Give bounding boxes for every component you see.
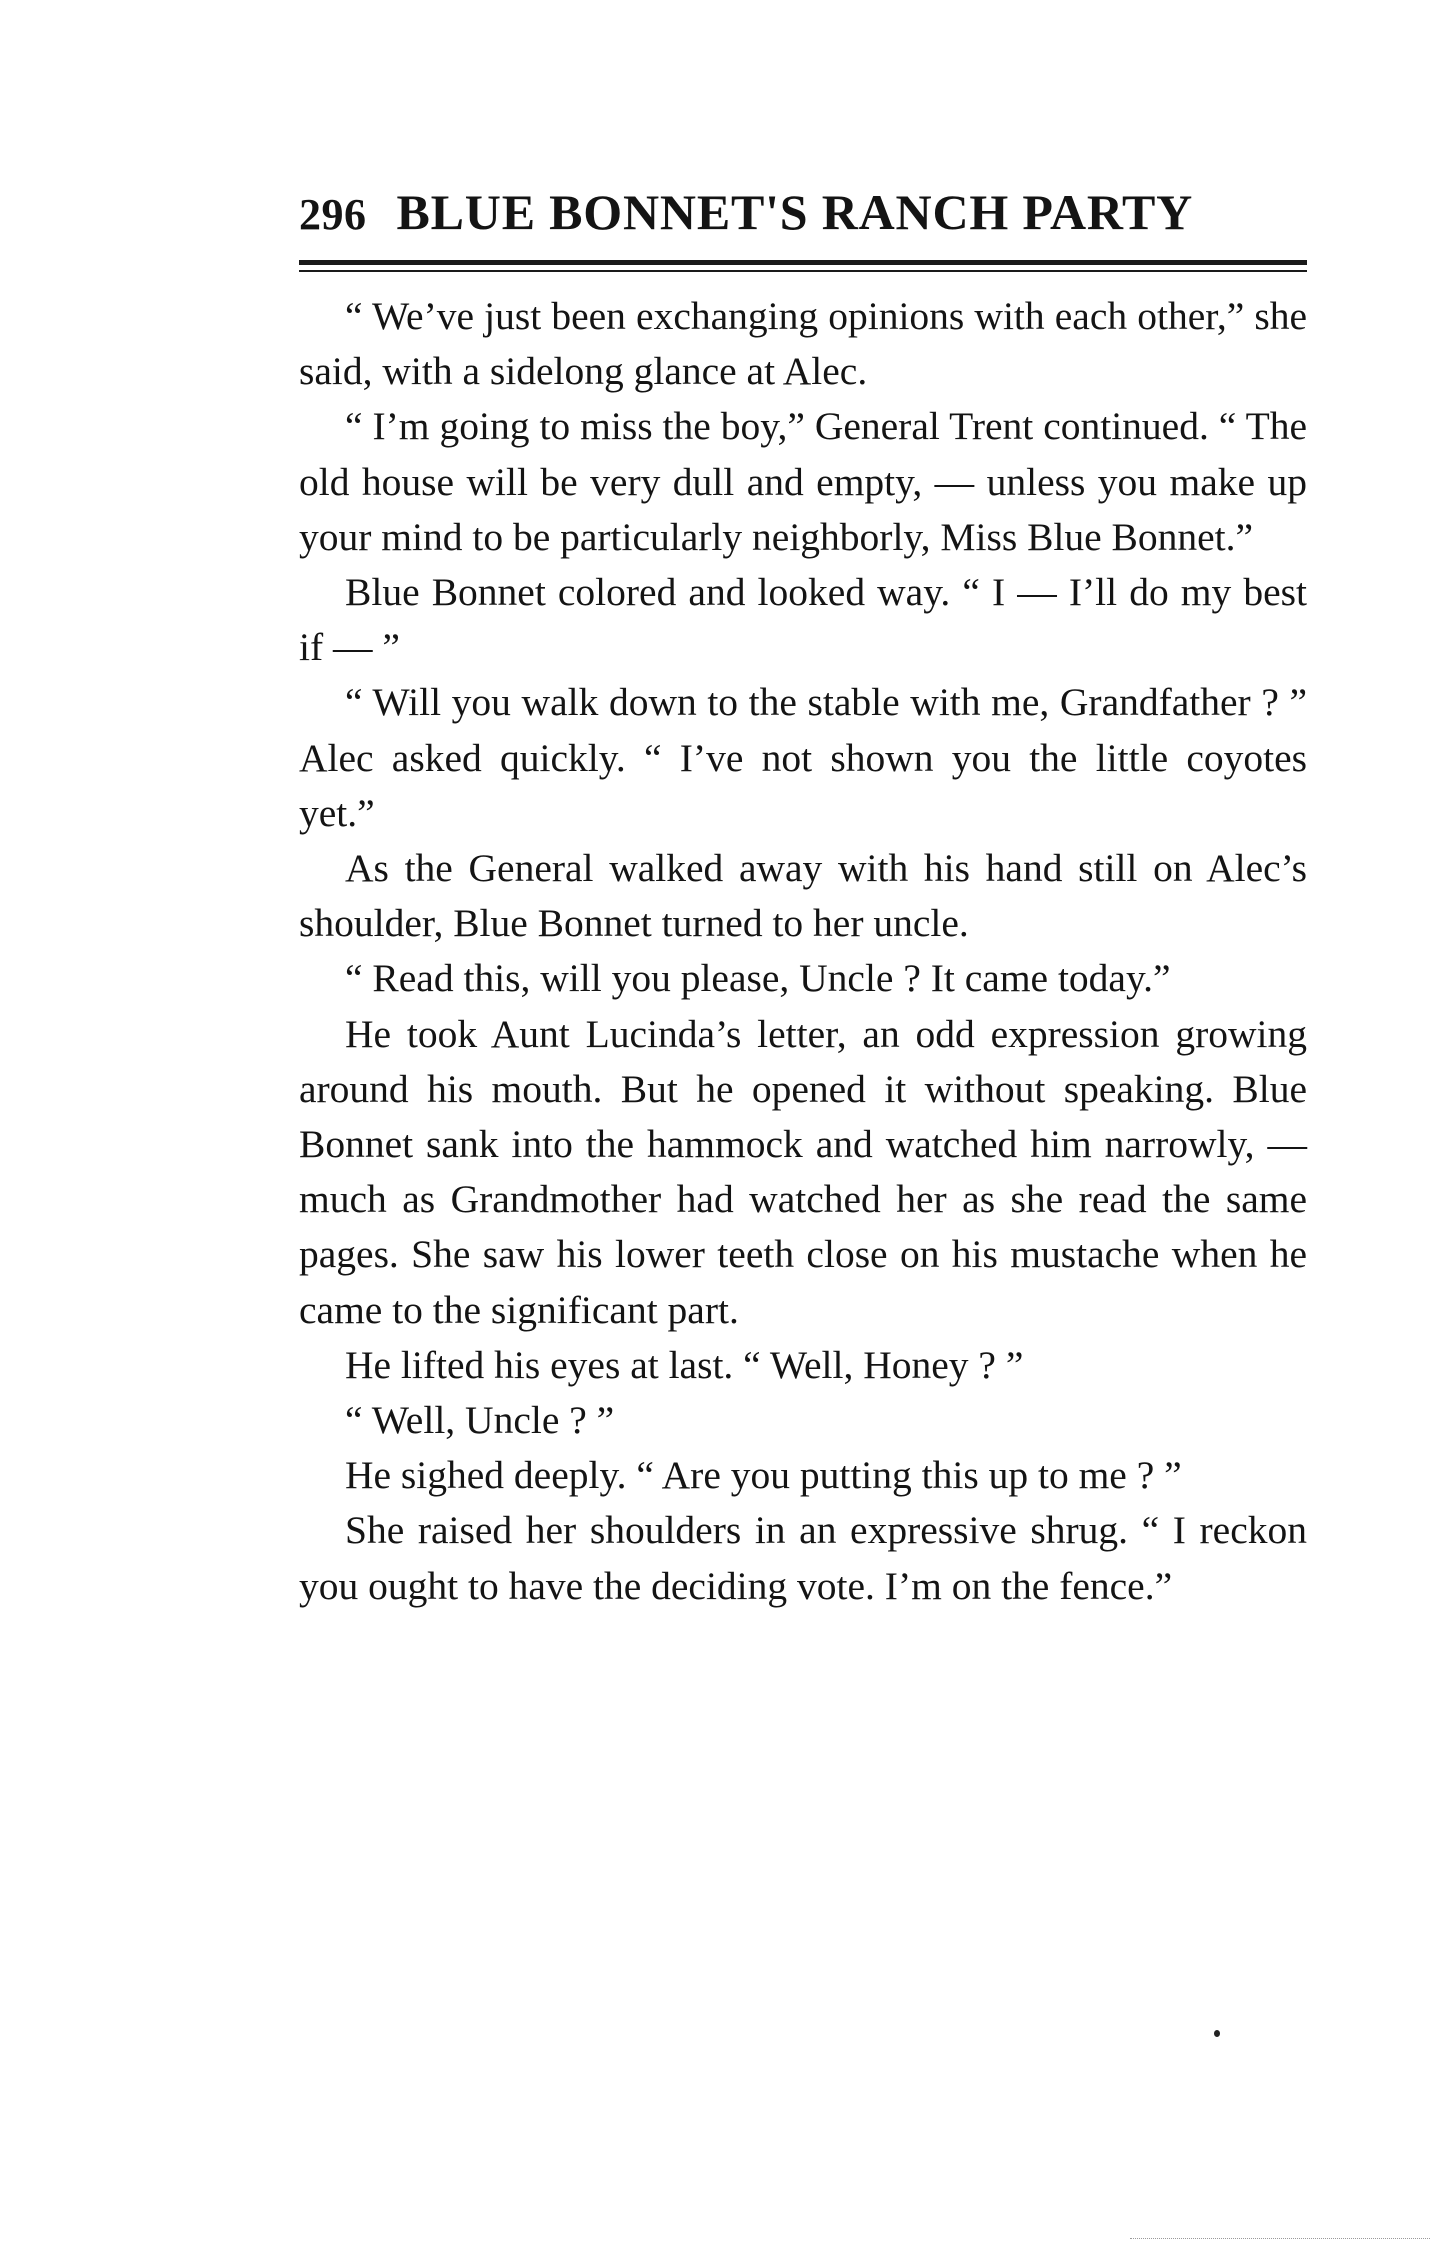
page-number: 296 [299, 190, 367, 239]
page-header [299, 183, 1311, 243]
paragraph: “ I’m going to miss the boy,” General Trent continued. “ The old house will be very dull and empty, — unless you make up your mind to be particularly neighborly, Miss Blue Bonnet.” [299, 404, 1307, 559]
body-text [299, 289, 1307, 1614]
paragraph: “ Well, Uncle ? ” [345, 1398, 615, 1443]
paragraph: He took Aunt Lucinda’s letter, an odd expression growing around his mouth. But he opened it without speaking. Blue Bonnet sank into the hammock and watched him narrowly, — much as Grandmother had watched her as she read the same pages. She saw his lower teeth close on his mustache when he came to the significant part. [299, 1011, 1307, 1332]
header-rule-thick [299, 260, 1307, 265]
paragraph: As the General walked away with his hand still on Alec’s shoulder, Blue Bonnet turned to her uncle. [299, 846, 1307, 946]
running-head: BLUE BONNET'S RANCH PARTY [396, 184, 1194, 240]
paragraph: Blue Bonnet colored and looked way. “ I — I’ll do my best if — ” [299, 570, 1307, 670]
paragraph: He sighed deeply. “ Are you putting this up to me ? ” [345, 1453, 1182, 1498]
paragraph: “ We’ve just been exchanging opinions with each other,” she said, with a sidelong glance at Alec. [299, 294, 1307, 394]
paragraph: “ Read this, will you please, Uncle ? It came today.” [345, 956, 1171, 1001]
paragraph: She raised her shoulders in an expressive shrug. “ I reckon you ought to have the deciding vote. I’m on the fence.” [299, 1508, 1307, 1608]
ink-speck [1214, 2030, 1220, 2037]
header-rule-thin [299, 270, 1307, 272]
scan-edge-line [1130, 2238, 1430, 2240]
paragraph: “ Will you walk down to the stable with me, Grandfather ? ” Alec asked quickly. “ I’ve not shown you the little coyotes yet.” [299, 680, 1307, 835]
paragraph: He lifted his eyes at last. “ Well, Honey ? ” [345, 1342, 1024, 1387]
